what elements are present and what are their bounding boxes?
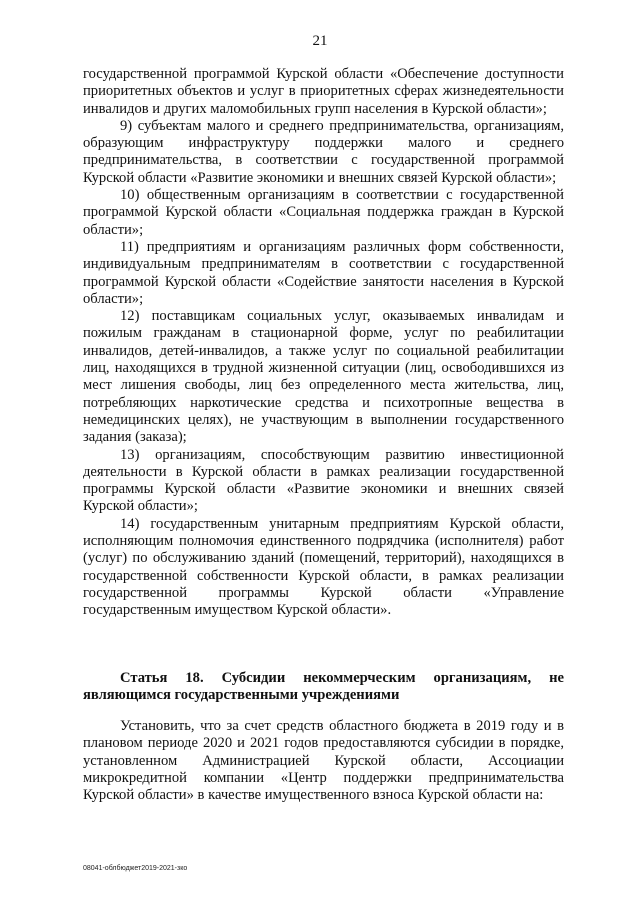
article-heading: Статья 18. Субсидии некоммерческим организациям, не являющимся государственными учреждениями — [83, 670, 564, 704]
body-text — [83, 66, 564, 620]
footer-document-code: 08041-облбюджет2019-2021-зко — [83, 865, 188, 872]
list-item-9: 9) субъектам малого и среднего предпринимательства, организациям, образующим инфраструктуру поддержки малого и среднего предпринимательства, в соответствии с государственной программой Курской области «Развитие экономики и внешних связей Курской области»; — [83, 117, 564, 186]
list-item-14: 14) государственным унитарным предприятиям Курской области, исполняющим полномочия единственного подрядчика (исполнителя) работ (услуг) по обслуживанию зданий (помещений, территорий), находящихся в государственной собственности Курской области, в рамках реализации государственной программы Курской области «Управление государственным имуществом Курской области». — [83, 515, 564, 619]
paragraph-continuation: государственной программой Курской области «Обеспечение доступности приоритетных объектов и услуг в приоритетных сферах жизнедеятельности инвалидов и других маломобильных групп населения в Курской области»; — [83, 66, 564, 117]
page-number: 21 — [312, 33, 328, 49]
article-body — [83, 718, 564, 804]
final-paragraph: Установить, что за счет средств областного бюджета в 2019 году и в плановом периоде 2020 и 2021 годов предоставляются субсидии в порядке, установленном Администрацией Курской области, Ассоциации микрокредитной компании «Центр поддержки предпринимательства Курской области» в качестве имущественного взноса Курской области на: — [83, 718, 564, 804]
list-item-13: 13) организациям, способствующим развитию инвестиционной деятельности в Курской области в рамках реализации государственной программы Курской области «Развитие экономики и внешних связей Курской области»; — [83, 446, 564, 515]
list-item-10: 10) общественным организациям в соответствии с государственной программой Курской области «Социальная поддержка граждан в Курской области»; — [83, 187, 564, 238]
list-item-12: 12) поставщикам социальных услуг, оказываемых инвалидам и пожилым гражданам в стационарной форме, услуг по реабилитации инвалидов, детей-инвалидов, а также услуг по социальной реабилитации лиц, находящихся в трудной жизненной ситуации (лиц, освободившихся из мест лишения свободы, лиц без определенного места жительства, лиц, потребляющих наркотические средства и психотропные вещества в немедицинских целях), не участвующим в выполнении государственного задания (заказа); — [83, 308, 564, 446]
list-item-11: 11) предприятиям и организациям различных форм собственности, индивидуальным предпринимателям в соответствии с государственной программой Курской области «Содействие занятости населения в Курской области»; — [83, 238, 564, 307]
